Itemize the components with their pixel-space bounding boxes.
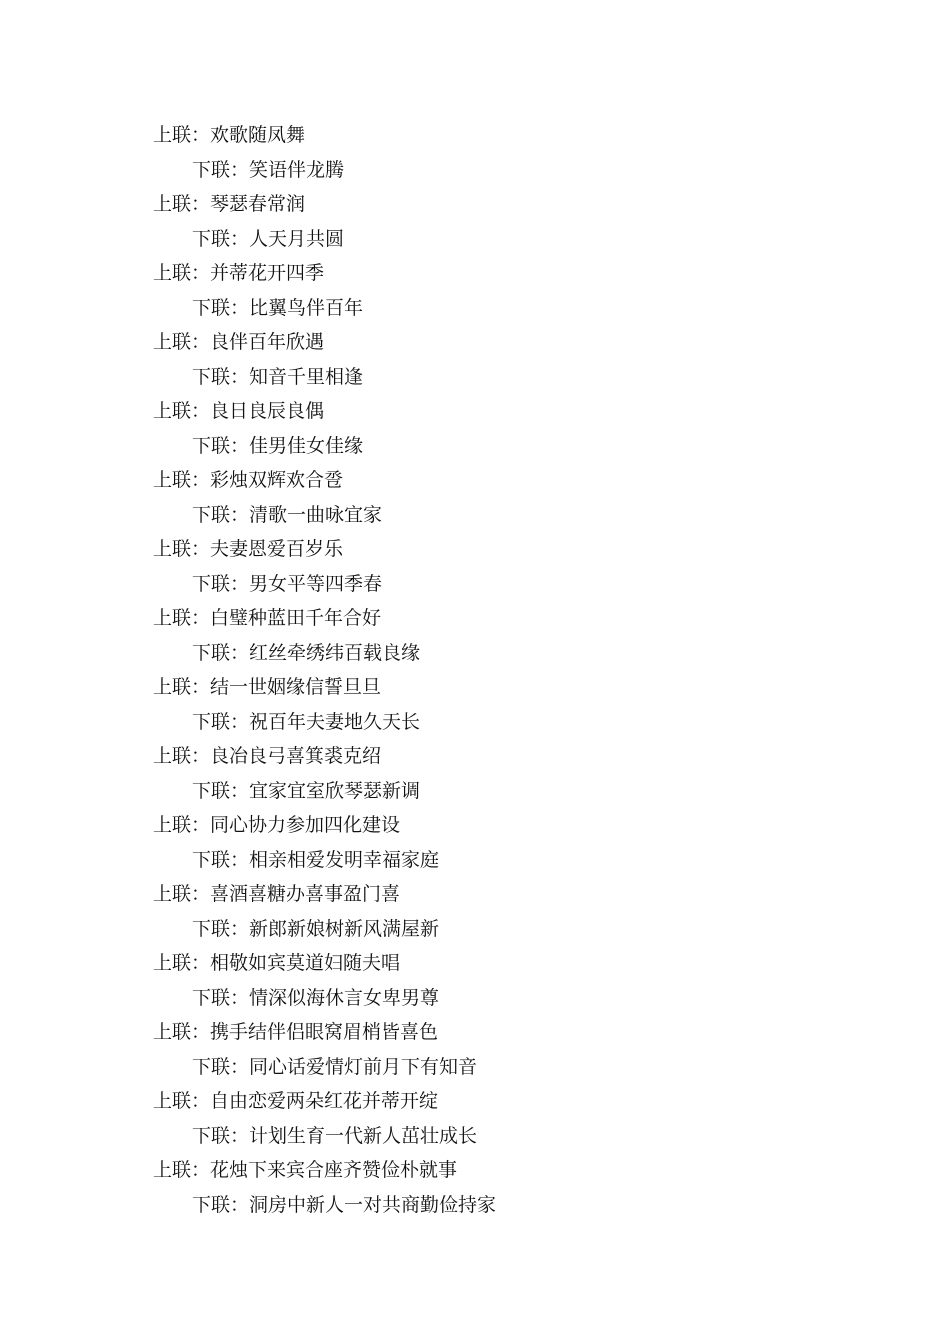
upper-line: 上联：并蒂花开四季 [153, 262, 325, 284]
lower-line: 下联：红丝牵绣纬百载良缘 [192, 641, 421, 664]
lower-line: 下联：祝百年夫妻地久天长 [192, 710, 421, 733]
upper-line: 上联：夫妻恩爱百岁乐 [153, 538, 344, 560]
lower-line: 下联：相亲相爱发明幸福家庭 [192, 848, 440, 871]
upper-line: 上联：花烛下来宾合座齐赞俭朴就事 [153, 1159, 458, 1181]
upper-line: 上联：琴瑟春常润 [153, 193, 306, 215]
upper-line: 上联：相敬如宾莫道妇随夫唱 [153, 952, 401, 974]
lower-line: 下联：同心话爱情灯前月下有知音 [192, 1055, 478, 1078]
upper-line: 上联：携手结伴侣眼窝眉梢皆喜色 [153, 1021, 439, 1043]
upper-line: 上联：同心协力参加四化建设 [153, 814, 401, 836]
upper-line: 上联：喜酒喜糖办喜事盈门喜 [153, 883, 401, 905]
upper-line: 上联：良冶良弓喜箕裘克绍 [153, 745, 382, 767]
lower-line: 下联：情深似海休言女卑男尊 [192, 986, 440, 1009]
lower-line: 下联：洞房中新人一对共商勤俭持家 [192, 1193, 497, 1216]
upper-line: 上联：良伴百年欣遇 [153, 331, 325, 353]
upper-line: 上联：彩烛双辉欢合卺 [153, 469, 344, 491]
lower-line: 下联：男女平等四季春 [192, 572, 383, 595]
lower-line: 下联：新郎新娘树新风满屋新 [192, 917, 440, 940]
couplet-list [0, 118, 950, 1222]
lower-line: 下联：比翼鸟伴百年 [192, 296, 364, 319]
upper-line: 上联：欢歌随凤舞 [153, 124, 306, 146]
lower-line: 下联：笑语伴龙腾 [192, 158, 345, 181]
upper-line: 上联：白璧种蓝田千年合好 [153, 607, 382, 629]
lower-line: 下联：清歌一曲咏宜家 [192, 503, 383, 526]
lower-line: 下联：计划生育一代新人茁壮成长 [192, 1124, 478, 1147]
lower-line: 下联：人天月共圆 [192, 227, 345, 250]
upper-line: 上联：自由恋爱两朵红花并蒂开绽 [153, 1090, 439, 1112]
upper-line: 上联：结一世姻缘信誓旦旦 [153, 676, 382, 698]
upper-line: 上联：良日良辰良偶 [153, 400, 325, 422]
lower-line: 下联：宜家宜室欣琴瑟新调 [192, 779, 421, 802]
lower-line: 下联：佳男佳女佳缘 [192, 434, 364, 457]
lower-line: 下联：知音千里相逢 [192, 365, 364, 388]
